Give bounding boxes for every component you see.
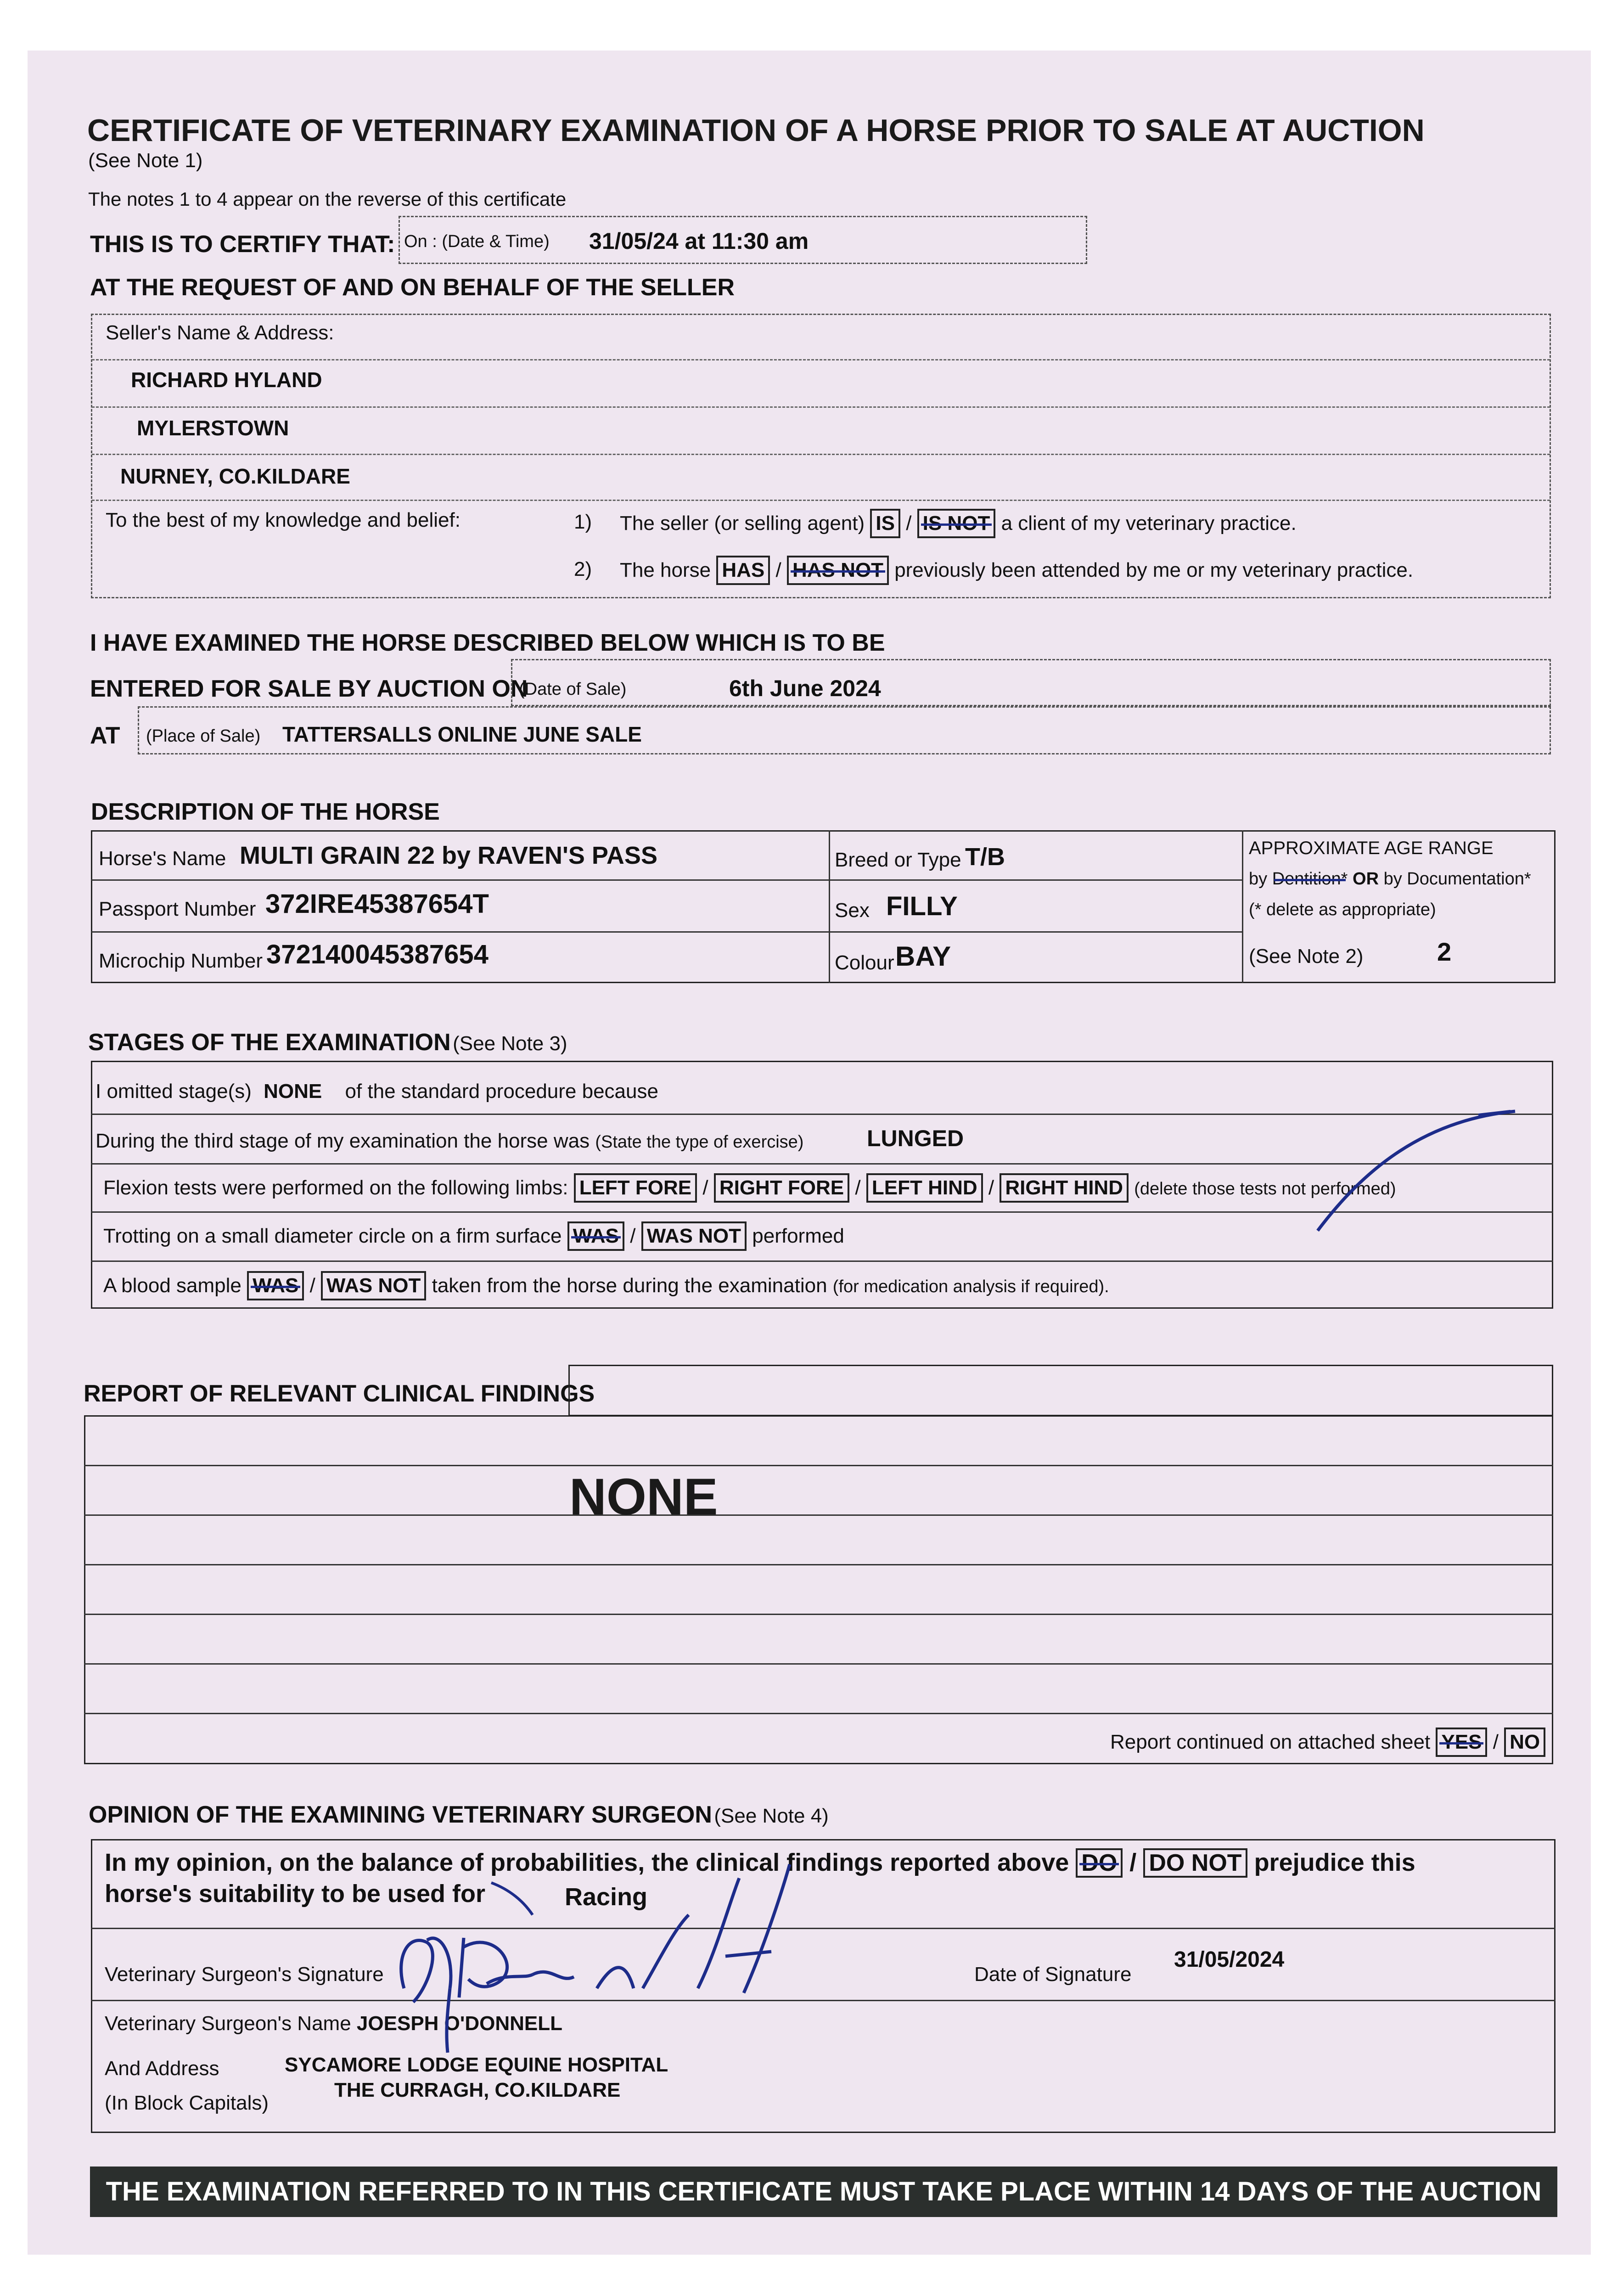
item1-post: a client of my veterinary practice. (1001, 512, 1297, 535)
date-of-signature-value: 31/05/2024 (1174, 1947, 1285, 1972)
blood-was-option[interactable]: WAS (247, 1271, 304, 1300)
veterinary-signature (401, 1864, 790, 2053)
do-not-option[interactable]: DO NOT (1143, 1848, 1247, 1878)
surgeon-name-label: Veterinary Surgeon's Name (105, 2012, 351, 2035)
blood-note: (for medication analysis if required). (832, 1277, 1109, 1296)
continued-yes-option[interactable]: YES (1436, 1728, 1487, 1757)
do-option[interactable]: DO (1076, 1848, 1123, 1878)
sep: / (1493, 1731, 1499, 1753)
colour-value: BAY (895, 941, 951, 972)
has-option[interactable]: HAS (716, 556, 770, 585)
microchip-label: Microchip Number (99, 950, 263, 972)
entered-line: ENTERED FOR SALE BY AUCTION ON (90, 675, 528, 702)
third-pre: During the third stage of my examination the horse was (95, 1130, 590, 1152)
sep: / (1129, 1849, 1137, 1876)
blood-pre: A blood sample (103, 1274, 241, 1297)
stages-title: STAGES OF THE EXAMINATION (88, 1029, 451, 1056)
age-delete-note: (* delete as appropriate) (1249, 900, 1436, 919)
trot-pre: Trotting on a small diameter circle on a firm surface (103, 1225, 562, 1247)
certificate-title: CERTIFICATE OF VETERINARY EXAMINATION OF A HORSE PRIOR TO SALE AT AUCTION (87, 113, 1425, 148)
colour-label: Colour (835, 951, 894, 974)
omitted-post: of the standard procedure because (345, 1080, 658, 1103)
sep: / (702, 1176, 708, 1199)
notes-line: The notes 1 to 4 appear on the reverse of this certificate (88, 188, 567, 210)
trot-was-option[interactable]: WAS (567, 1221, 624, 1251)
is-not-option[interactable]: IS NOT (917, 509, 996, 538)
report-finding: NONE (569, 1468, 718, 1525)
opinion-note: (See Note 4) (714, 1805, 829, 1827)
examined-line: I HAVE EXAMINED THE HORSE DESCRIBED BELOW WHICH IS TO BE (90, 630, 885, 656)
signature-label: Veterinary Surgeon's Signature (105, 1963, 384, 1986)
footer-banner: THE EXAMINATION REFERRED TO IN THIS CERTIFICATE MUST TAKE PLACE WITHIN 14 DAYS OF THE AUCTION (90, 2167, 1557, 2217)
sep: / (309, 1274, 315, 1297)
sep: / (855, 1176, 861, 1199)
flexion-tick-mark (1318, 1111, 1515, 1231)
surgeon-address-2: THE CURRAGH, CO.KILDARE (334, 2079, 621, 2101)
blood-post: taken from the horse during the examination (432, 1274, 827, 1297)
age-or: OR (1353, 869, 1379, 889)
seller-address-1: MYLERSTOWN (137, 416, 289, 440)
sep: / (988, 1176, 994, 1199)
third-note: (State the type of exercise) (595, 1132, 804, 1152)
continued-no-option[interactable]: NO (1504, 1728, 1545, 1757)
surgeon-name-value: JOESPH O'DONNELL (356, 2012, 562, 2035)
horse-name-value: MULTI GRAIN 22 by RAVEN'S PASS (240, 842, 657, 869)
date-of-signature-label: Date of Signature (974, 1963, 1132, 1986)
seller-label: Seller's Name & Address: (106, 321, 334, 344)
item2-post: previously been attended by me or my veterinary practice. (894, 559, 1414, 581)
age-range-title: APPROXIMATE AGE RANGE (1249, 838, 1494, 858)
age-value: 2 (1437, 937, 1452, 966)
is-option[interactable]: IS (870, 509, 900, 538)
passport-value: 372IRE45387654T (265, 889, 489, 919)
horse-section-title: DESCRIPTION OF THE HORSE (91, 799, 440, 825)
left-fore-option[interactable]: LEFT FORE (574, 1173, 697, 1203)
has-not-option[interactable]: HAS NOT (787, 556, 889, 585)
place-of-sale-value: TATTERSALLS ONLINE JUNE SALE (282, 722, 642, 746)
request-line: AT THE REQUEST OF AND ON BEHALF OF THE SELLER (90, 274, 735, 301)
sep: / (906, 512, 912, 535)
flexion-tick-mark-2 (1478, 1111, 1511, 1115)
flexion-pre: Flexion tests were performed on the following limbs: (103, 1176, 568, 1199)
left-hind-option[interactable]: LEFT HIND (866, 1173, 983, 1203)
age-by: by (1249, 869, 1268, 889)
continued-label: Report continued on attached sheet (1110, 1731, 1431, 1753)
horse-name-label: Horse's Name (99, 847, 226, 870)
item1-pre: The seller (or selling agent) (620, 512, 865, 535)
omitted-pre: I omitted stage(s) (95, 1080, 252, 1103)
item2-num: 2) (574, 558, 592, 580)
address-label-1: And Address (105, 2057, 219, 2080)
seller-name: RICHARD HYLAND (131, 368, 322, 392)
use-value: Racing (565, 1883, 648, 1911)
breed-label: Breed or Type (835, 849, 961, 871)
blood-was-not-option[interactable]: WAS NOT (321, 1271, 426, 1300)
sep: / (775, 559, 781, 581)
item1-num: 1) (574, 511, 592, 533)
item2-pre: The horse (620, 559, 711, 581)
age-note: (See Note 2) (1249, 945, 1364, 968)
trot-post: performed (752, 1225, 844, 1247)
date-of-sale-value: 6th June 2024 (729, 675, 881, 701)
place-of-sale-label: (Place of Sale) (146, 726, 261, 746)
opinion-line2: horse's suitability to be used for (105, 1880, 485, 1908)
microchip-value: 372140045387654 (266, 940, 489, 969)
seller-address-2: NURNEY, CO.KILDARE (120, 464, 350, 488)
on-date-value: 31/05/24 at 11:30 am (589, 228, 809, 254)
sep: / (630, 1225, 636, 1247)
on-date-label: On : (Date & Time) (404, 232, 550, 251)
address-label-2: (In Block Capitals) (105, 2092, 269, 2114)
trot-was-not-option[interactable]: WAS NOT (641, 1221, 747, 1251)
stages-note: (See Note 3) (453, 1032, 567, 1055)
passport-label: Passport Number (99, 898, 256, 920)
right-hind-option[interactable]: RIGHT HIND (1000, 1173, 1129, 1203)
omitted-value: NONE (264, 1080, 322, 1103)
surgeon-address-1: SYCAMORE LODGE EQUINE HOSPITAL (285, 2054, 668, 2076)
racing-arrow-mark (491, 1883, 533, 1915)
statement-post: prejudice this (1254, 1849, 1415, 1876)
knowledge-label: To the best of my knowledge and belief: (106, 509, 461, 531)
certify-label: THIS IS TO CERTIFY THAT: (90, 231, 395, 258)
third-stage-value: LUNGED (867, 1125, 964, 1151)
breed-value: T/B (965, 843, 1005, 871)
at-label: AT (90, 722, 120, 749)
statement-pre: In my opinion, on the balance of probabilities, the clinical findings reported above (105, 1849, 1069, 1876)
report-title: REPORT OF RELEVANT CLINICAL FINDINGS (84, 1380, 595, 1407)
sex-label: Sex (835, 899, 870, 922)
date-of-sale-label: (Date of Sale) (519, 680, 627, 699)
dentition-option[interactable]: Dentition* (1272, 869, 1348, 889)
sex-value: FILLY (886, 891, 958, 921)
right-fore-option[interactable]: RIGHT FORE (714, 1173, 849, 1203)
opinion-title: OPINION OF THE EXAMINING VETERINARY SURGEON (89, 1801, 712, 1828)
documentation-option[interactable]: by Documentation* (1383, 869, 1531, 889)
see-note-1: (See Note 1) (88, 149, 203, 172)
flexion-post: (delete those tests not performed) (1134, 1179, 1396, 1199)
